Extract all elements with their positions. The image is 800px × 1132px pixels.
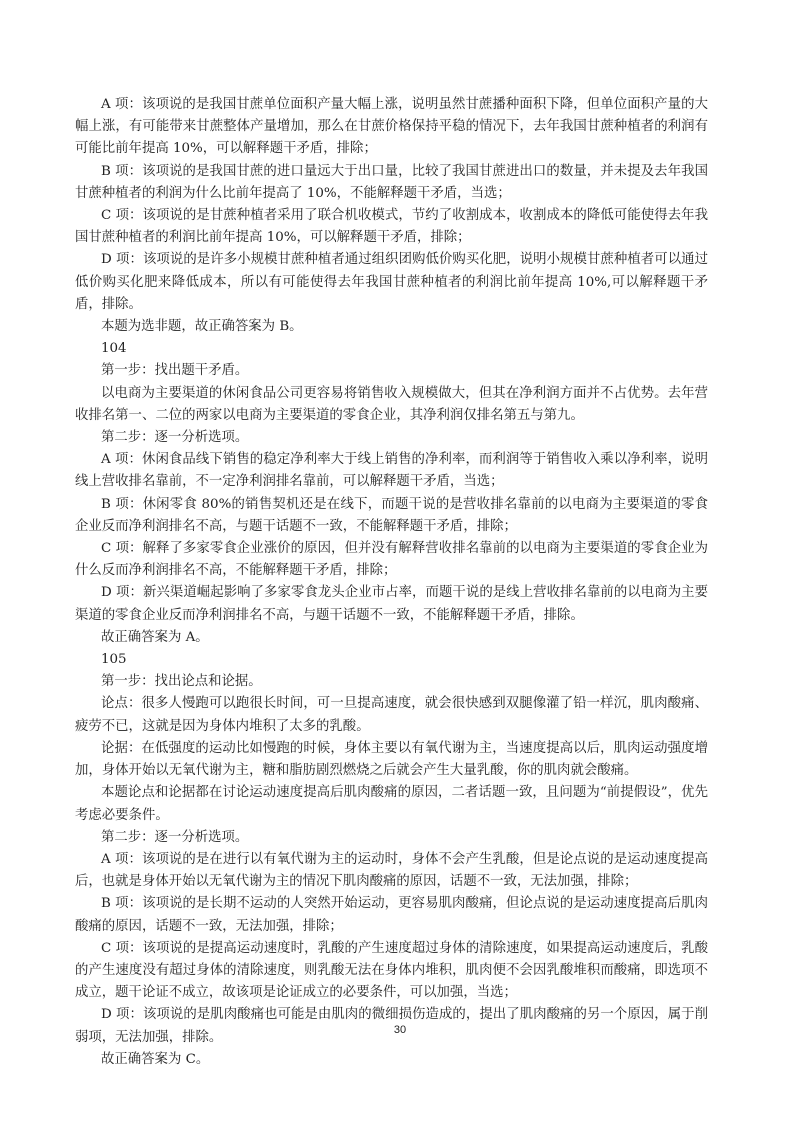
q104-stem: 以电商为主要渠道的休闲食品公司更容易将销售收入规模做大，但其在净利润方面并不占优势。去年营收排名第一、二位的两家以电商为主要渠道的零食企业，其净利润仅排名第五与第九。	[75, 385, 708, 423]
q105-option-b: B 项：该项说的是长期不运动的人突然开始运动，更容易肌肉酸痛，但论点说的是运动速度提高后肌肉酸痛的原因，话题不一致，无法加强，排除；	[75, 896, 708, 934]
q105-option-c: C 项：该项说的是提高运动速度时，乳酸的产生速度超过身体的清除速度，如果提高运动速度后，乳酸的产生速度没有超过身体的清除速度，则乳酸无法在身体内堆积，肌肉便不会因乳酸堆积而酸痛，即选项不成立，题干论证不成立，故该项是论证成立的必要条件，可以加强，当选；	[75, 940, 708, 1001]
q105-analysis: 本题论点和论据都在讨论运动速度提高后肌肉酸痛的原因，二者话题一致，且问题为“前提假设”，优先考虑必要条件。	[75, 785, 708, 823]
q104-option-a: A 项：休闲食品线下销售的稳定净利率大于线上销售的净利率，而利润等于销售收入乘以净利率，说明线上营收排名靠前，不一定净利润排名靠前，可以解释题干矛盾，当选；	[75, 452, 708, 490]
q105-option-a: A 项：该项说的是在进行以有氧代谢为主的运动时，身体不会产生乳酸，但是论点说的是运动速度提高后，也就是身体开始以无氧代谢为主的情况下肌肉酸痛的原因，话题不一致，无法加强，排除；	[75, 851, 708, 890]
q103-answer: 本题为选非题，故正确答案为 B。	[101, 319, 303, 335]
q105-evidence: 论据：在低强度的运动比如慢跑的时候，身体主要以有氧代谢为主，当速度提高以后，肌肉运动强度增加，身体开始以无氧代谢为主，糖和脂肪剧烈燃烧之后就会产生大量乳酸，你的肌肉就会酸痛。	[75, 740, 708, 779]
q104-step1: 第一步：找出题干矛盾。	[101, 363, 249, 379]
q104-answer: 故正确答案为 A。	[101, 629, 209, 645]
q105-step1: 第一步：找出论点和论据。	[101, 674, 262, 690]
q105-answer: 故正确答案为 C。	[101, 1051, 210, 1067]
q103-option-b: B 项：该项说的是我国甘蔗的进口量远大于出口量，比较了我国甘蔗进出口的数量，并未提及去年我国甘蔗种植者的利润为什么比前年提高了 10%，不能解释题干矛盾，当选；	[75, 163, 708, 201]
q103-option-a: A 项：该项说的是我国甘蔗单位面积产量大幅上涨，说明虽然甘蔗播种面积下降，但单位面积产量的大幅上涨，有可能带来甘蔗整体产量增加，那么在甘蔗价格保持平稳的情况下，去年我国甘蔗种植者的利润有可能比前年提高 10%，可以解释题干矛盾，排除；	[75, 97, 708, 157]
q104-option-d: D 项：新兴渠道崛起影响了多家零食龙头企业市占率，而题干说的是线上营收排名靠前的以电商为主要渠道的零食企业反而净利润排名不高，与题干话题不一致，不能解释题干矛盾，排除。	[75, 585, 708, 623]
q105-option-d: D 项：该项说的是肌肉酸痛也可能是由肌肉的微细损伤造成的，提出了肌肉酸痛的另一个原因，属于削弱项，无法加强，排除。	[75, 1007, 708, 1045]
q104-number: 104	[101, 341, 127, 357]
q105-step2: 第二步：逐一分析选项。	[101, 829, 249, 845]
q104-step2: 第二步：逐一分析选项。	[101, 430, 249, 446]
q105-thesis: 论点：很多人慢跑可以跑很长时间，可一旦提高速度，就会很快感到双腿像灌了铅一样沉，肌肉酸痛、疲劳不已，这就是因为身体内堆积了太多的乳酸。	[75, 696, 708, 734]
q103-option-d: D 项：该项说的是许多小规模甘蔗种植者通过组织团购低价购买化肥，说明小规模甘蔗种植者可以通过低价购买化肥来降低成本，所以有可能使得去年我国甘蔗种植者的利润比前年提高 10%,可以解释题干矛盾，排除。	[75, 252, 708, 312]
q104-option-b: B 项：休闲零食 80%的销售契机还是在线下，而题干说的是营收排名靠前的以电商为主要渠道的零食企业反而净利润排名不高，与题干话题不一致，不能解释题干矛盾，排除；	[75, 496, 708, 534]
q104-option-c: C 项：解释了多家零食企业涨价的原因，但并没有解释营收排名靠前的以电商为主要渠道的零食企业为什么反而净利润排名不高，不能解释题干矛盾，排除；	[75, 541, 708, 579]
page-number: 30	[393, 1024, 407, 1036]
q105-number: 105	[101, 652, 127, 668]
q103-option-c: C 项：该项说的是甘蔗种植者采用了联合机收模式，节约了收割成本，收割成本的降低可能使得去年我国甘蔗种植者的利润比前年提高 10%，可以解释题干矛盾，排除；	[75, 208, 708, 246]
